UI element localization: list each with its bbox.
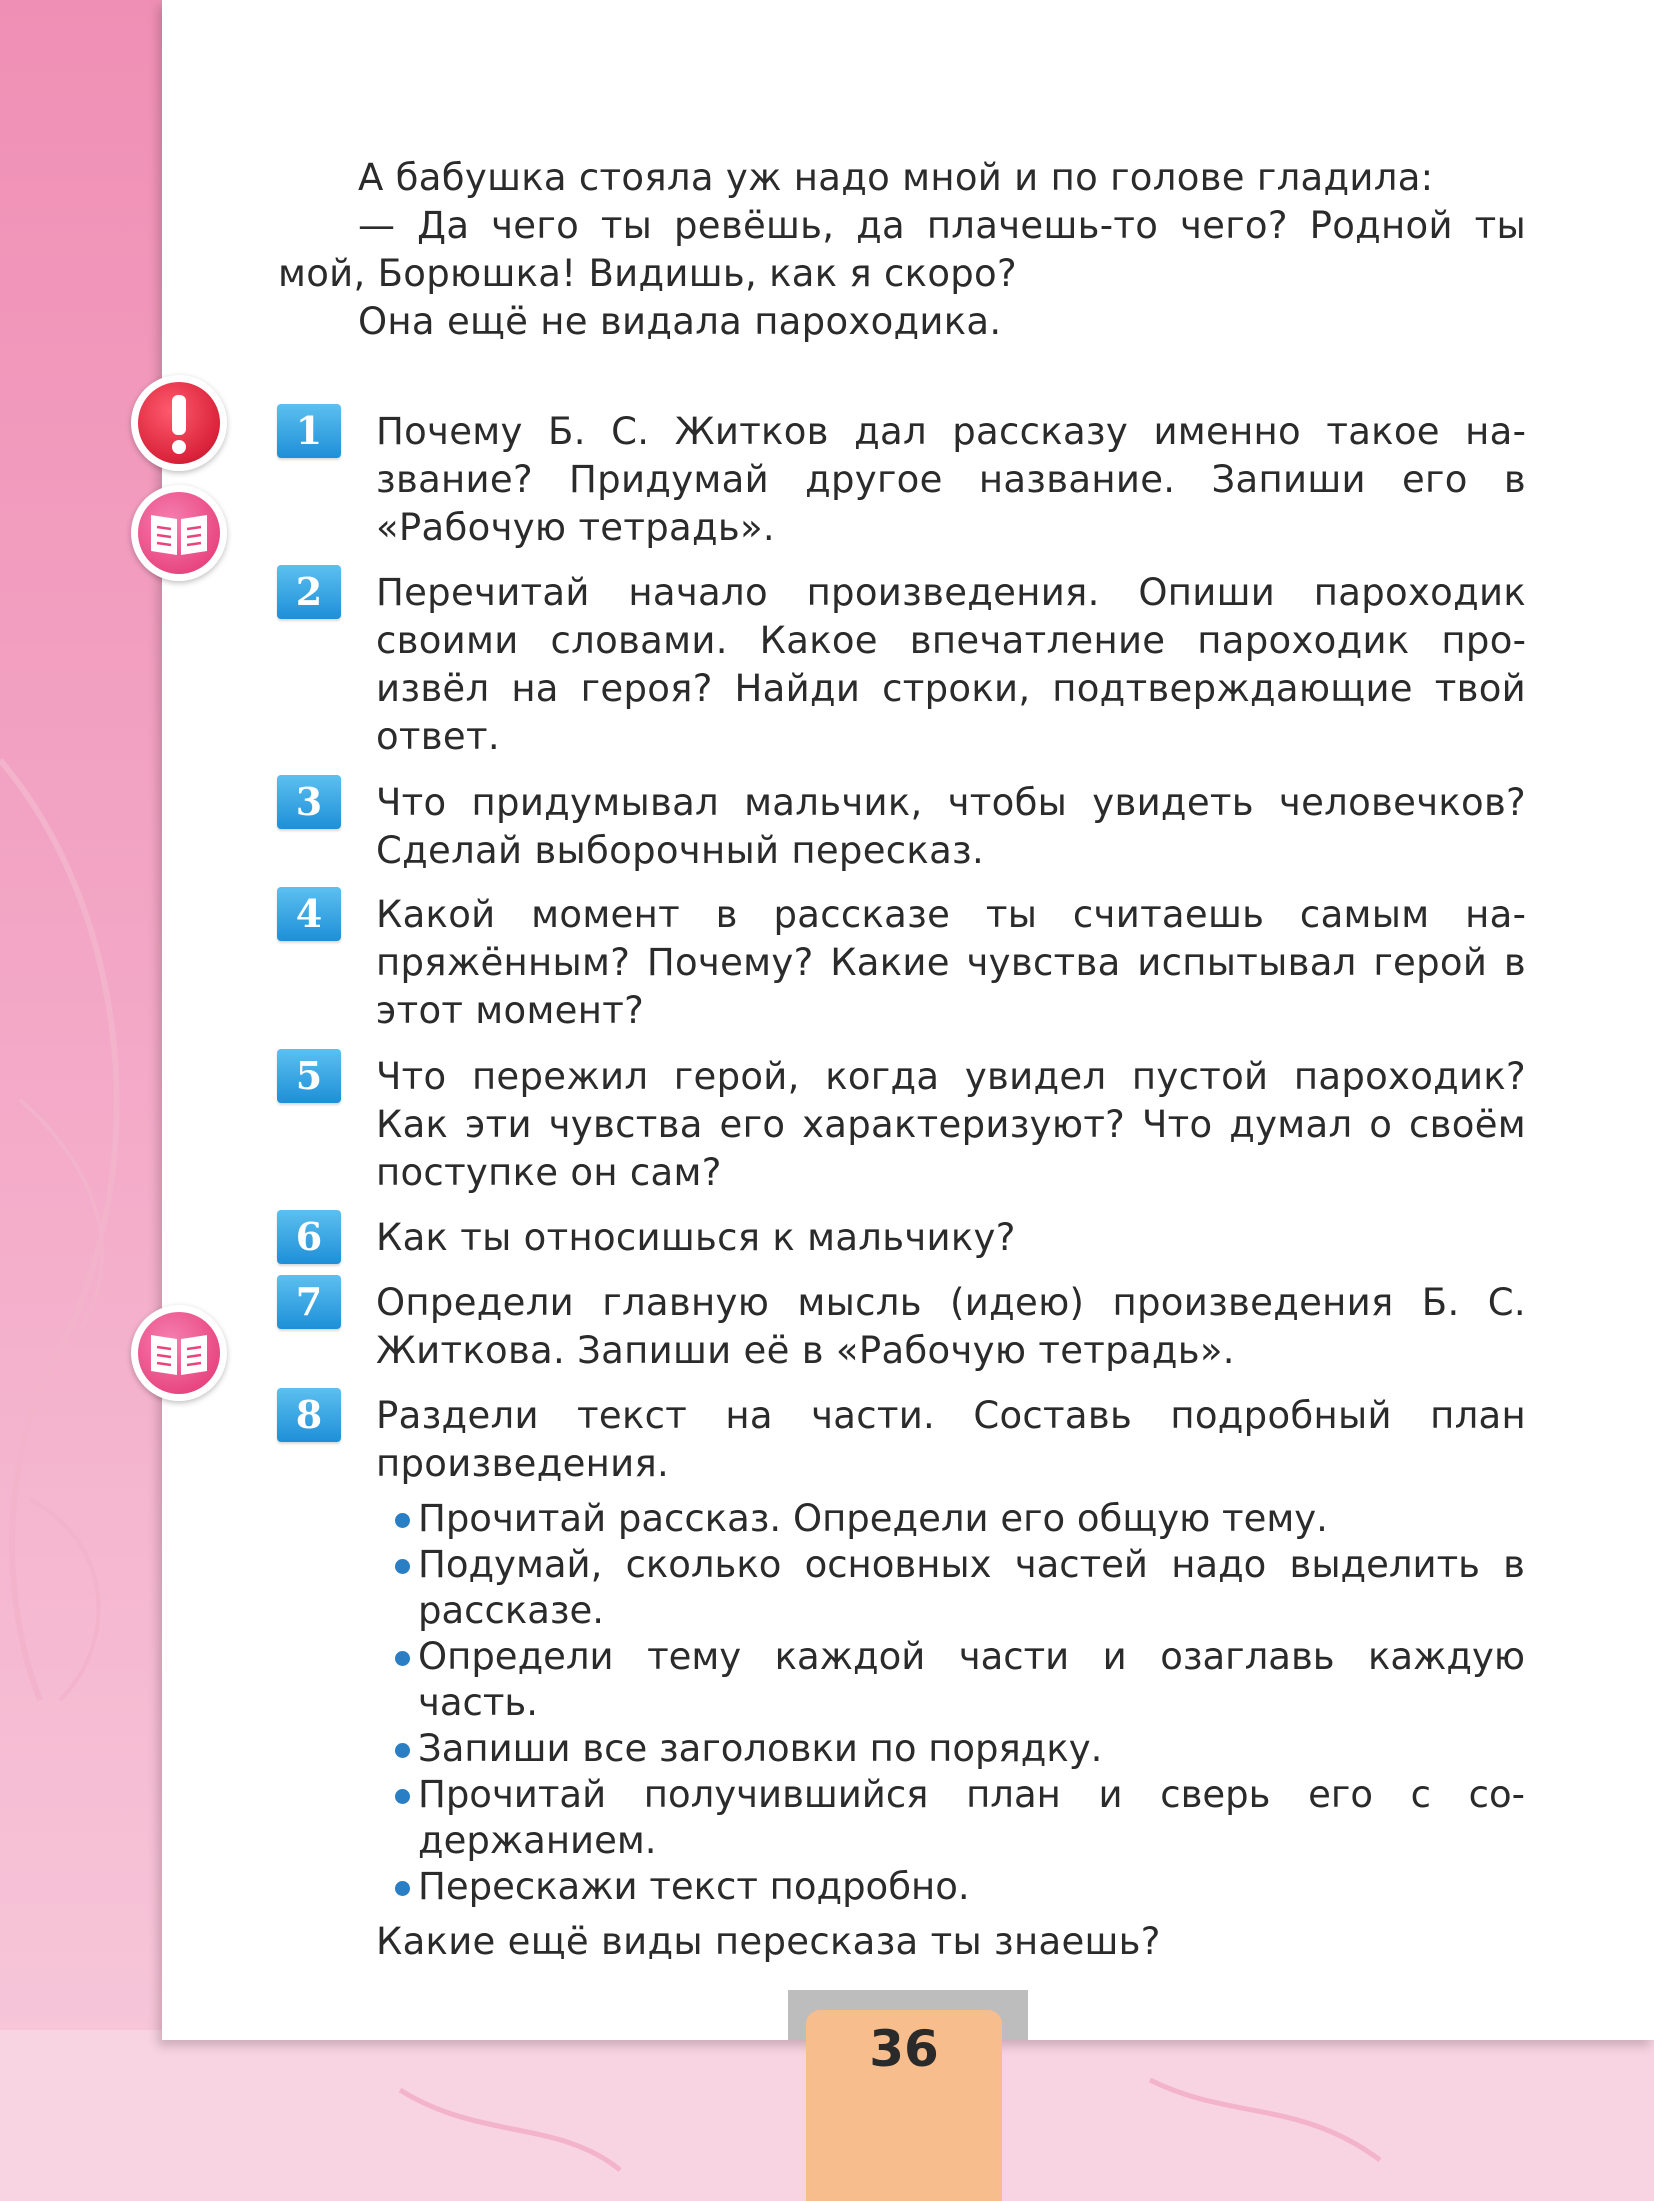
question-number-badge: 5 xyxy=(277,1049,341,1103)
intro-paragraph: А бабушка стояла уж надо мной и по голове гладила: xyxy=(358,156,1434,199)
question-text: Перечитай начало произведения. Опиши пароходик своими словами. Какое впечатление пароходик произвёл на героя? Найди строки, подтверждающие твой ответ. xyxy=(376,571,1526,758)
list-item: Прочитай рассказ. Определи его общую тему. xyxy=(395,1496,1525,1542)
left-decorative-band xyxy=(0,0,170,2201)
question-text: Почему Б. С. Житков дал рассказу именно такое название? Придумай другое название. Запиши его в «Рабочую тетрадь». xyxy=(376,410,1526,549)
list-item: Прочитай получившийся план и сверь его с содержанием. xyxy=(395,1772,1525,1864)
plan-steps-list xyxy=(395,1496,1525,1910)
question-number-badge: 4 xyxy=(277,887,341,941)
question-number-badge: 7 xyxy=(277,1275,341,1329)
intro-paragraph: — Да чего ты ревёшь, да плачешь-то чего? Родной ты мой, Борюшка! Видишь, как я скоро? xyxy=(278,204,1526,295)
exclamation-icon xyxy=(131,375,227,471)
question-text: Какой момент в рассказе ты считаешь самым напряжённым? Почему? Какие чувства испытывал герой в этот момент? xyxy=(376,893,1526,1032)
bullet-icon xyxy=(395,1513,410,1528)
question-text: Раздели текст на части. Составь подробный план произведения. xyxy=(376,1394,1526,1485)
question-text: Что придумывал мальчик, чтобы увидеть человечков? Сделай выборочный пересказ. xyxy=(376,781,1526,872)
question-text: Как ты относишься к мальчику? xyxy=(376,1216,1016,1259)
page-number: 36 xyxy=(869,2020,939,2078)
list-item: Подумай, сколько основных частей надо выделить в рассказе. xyxy=(395,1542,1525,1634)
list-item: Определи тему каждой части и озаглавь каждую часть. xyxy=(395,1634,1525,1726)
bullet-icon xyxy=(395,1559,410,1574)
list-item: Перескажи текст подробно. xyxy=(395,1864,1525,1910)
question-number-badge: 2 xyxy=(277,565,341,619)
intro-text xyxy=(278,154,1526,346)
bullet-icon xyxy=(395,1743,410,1758)
open-book-icon xyxy=(131,485,227,581)
bullet-icon xyxy=(395,1881,410,1896)
intro-paragraph: Она ещё не видала пароходика. xyxy=(358,300,1002,343)
question-number-badge: 6 xyxy=(277,1210,341,1264)
question-number-badge: 3 xyxy=(277,775,341,829)
question-text: Что пережил герой, когда увидел пустой пароходик? Как эти чувства его характеризуют? Что думал о своём поступке он сам? xyxy=(376,1055,1526,1194)
question-text: Определи главную мысль (идею) произведения Б. С. Житкова. Запиши её в «Рабочую тетрадь». xyxy=(376,1281,1526,1372)
bullet-icon xyxy=(395,1789,410,1804)
bullet-icon xyxy=(395,1651,410,1666)
question-number-badge: 8 xyxy=(277,1388,341,1442)
final-question: Какие ещё виды пересказа ты знаешь? xyxy=(376,1920,1161,1963)
list-item: Запиши все заголовки по порядку. xyxy=(395,1726,1525,1772)
question-number-badge: 1 xyxy=(277,404,341,458)
open-book-icon xyxy=(131,1305,227,1401)
